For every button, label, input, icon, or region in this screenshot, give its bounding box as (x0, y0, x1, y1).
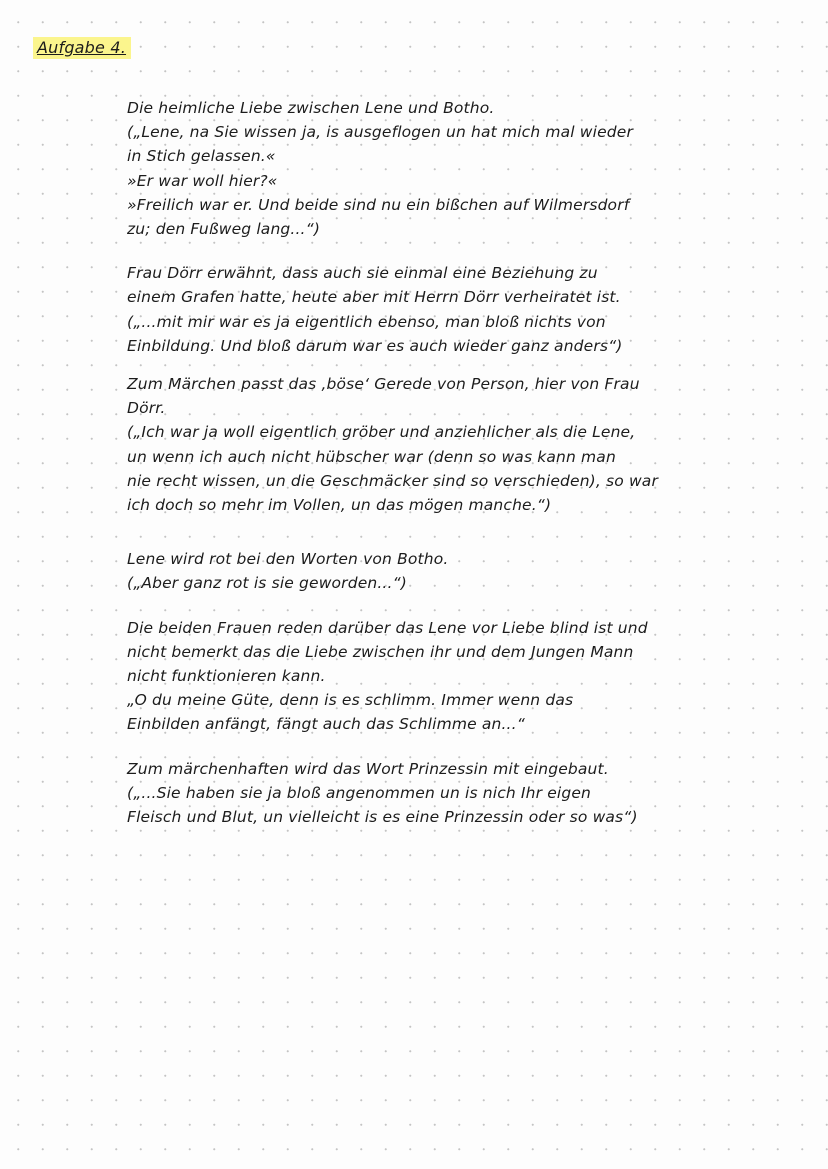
text-line: Lene wird rot bei den Worten von Botho. (127, 550, 449, 569)
paragraph-fairytale-gossip (127, 372, 707, 517)
paragraph-secret-love (127, 96, 707, 241)
text-line: Einbildung. Und bloß darum war es auch wieder ganz anders“) (127, 336, 623, 355)
text-line: Die beiden Frauen reden darüber das Lene vor Liebe blind ist und (127, 618, 648, 637)
text-line: Dörr. (127, 399, 166, 418)
text-line: einem Grafen hatte, heute aber mit Herrn Dörr verheiratet ist. (127, 288, 621, 307)
task-heading: Aufgabe 4. (33, 37, 131, 59)
text-line: „O du meine Güte, denn is es schlimm. Immer wenn das (127, 691, 574, 710)
text-line: in Stich gelassen.« (127, 147, 276, 166)
text-line: nicht bemerkt das die Liebe zwischen ihr und dem Jungen Mann (127, 642, 634, 661)
text-line: un wenn ich auch nicht hübscher war (denn so was kann man (127, 447, 616, 466)
text-line: Einbilden anfängt, fängt auch das Schlimme an...“ (127, 715, 525, 734)
text-line: Die heimliche Liebe zwischen Lene und Botho. (127, 99, 495, 117)
text-line: »Freilich war er. Und beide sind nu ein bißchen auf Wilmersdorf (127, 195, 630, 214)
paragraph-love-blind (127, 616, 707, 737)
text-line: »Er war woll hier?« (127, 171, 278, 190)
paragraph-princess (127, 757, 707, 830)
text-line: Zum Märchen passt das ‚böse‘ Gerede von Person, hier von Frau (127, 375, 640, 394)
text-line: Fleisch und Blut, un vielleicht is es eine Prinzessin oder so was“) (127, 808, 638, 827)
handwritten-content (127, 96, 707, 849)
paragraph-lene-blushes (127, 547, 707, 595)
text-line: („Ich war ja woll eigentlich gröber und anziehlicher als die Lene, (127, 423, 636, 442)
text-line: Frau Dörr erwähnt, dass auch sie einmal eine Beziehung zu (127, 264, 598, 283)
text-line: („...Sie haben sie ja bloß angenommen un is nich Ihr eigen (127, 783, 592, 802)
text-line: nicht funktionieren kann. (127, 667, 326, 686)
text-line: ich doch so mehr im Vollen, un das mögen manche.“) (127, 496, 552, 515)
text-line: („Lene, na Sie wissen ja, is ausgeflogen un hat mich mal wieder (127, 123, 633, 142)
text-line: Zum märchenhaften wird das Wort Prinzessin mit eingebaut. (127, 759, 609, 778)
text-line: nie recht wissen, un die Geschmäcker sind so verschieden), so war (127, 471, 658, 490)
paragraph-frau-doerr (127, 261, 707, 358)
text-line: zu; den Fußweg lang...“) (127, 220, 321, 239)
text-line: („...mit mir war es ja eigentlich ebenso, man bloß nichts von (127, 312, 606, 331)
text-line: („Aber ganz rot is sie geworden...“) (127, 574, 407, 593)
